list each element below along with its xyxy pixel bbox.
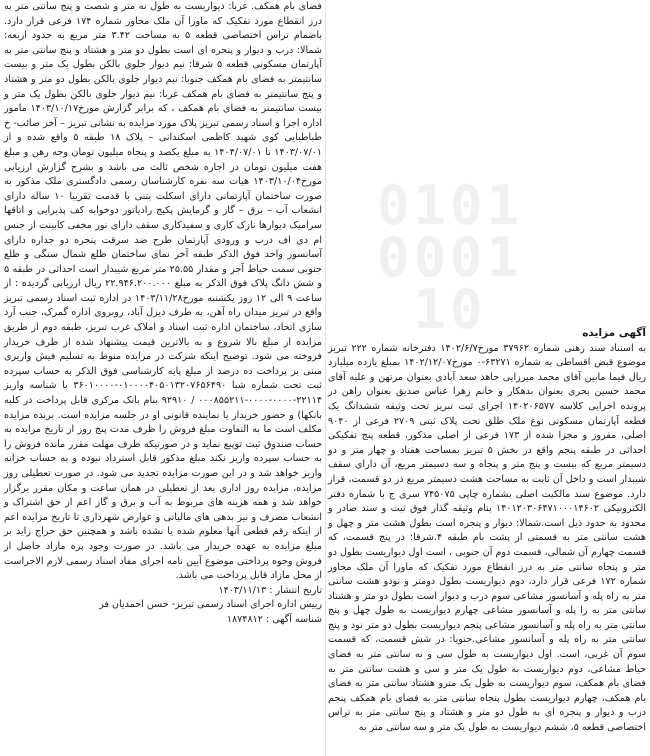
left-column <box>4 0 322 756</box>
watermark-line: 0001 <box>376 226 524 289</box>
ad-id: شناسه آگهی : ۱۸۷۴۸۱۲ <box>226 613 322 625</box>
notice-body-part-2: فضای بام همکف. غربا: دیواریست به طول نه متر و شصت و پنج سانتی متر به درز انقطاع مورد تفکیک که ماورا آن ملک مجاور شماره ۱۷۴ فرعی قرار دارد. باضمام تراس اختصاصی قطعه ۵ به مساحت ۳.۴۲ متر مربع به حدود اربعه: شمالا: درب و دیوار و پنجره ای است بطول دو متر و هشتاد و پنج سانتی متر به آپارتمان مسکونی قطعه ۵ شرقا: نیم دیوار جلوی بالکن بطول یک متر و بیست سانتیمتر به فضای بام همکف جنوبا: نیم دیوار جلوی بالکن بطول دو متر و هشتاد و پنج سانتیمتر به فضای بام همکف غربا: نیم دیوار جلوی بالکن بطول یک متر و بیست سانتیمتر به فضای بام همکف ، که برابر گزارش مورخ۱۴۰۳/۱۰/۱۷ مامور اداره اجرا و اسناد رسمی تبریز پلاک مورد مزایده به نشانی تبریز – آخر صائب- خ طباطبایی کوی شهید کاظمی اسکندانی – پلاک ۱۸ طبقه ۵ واقع شده و از ۱۴۰۳/۰۷/۰۱ تا ۱۴۰۴/۰۷/۰۱ به مبلغ یکصد و پنجاه میلیون تومان وجه رهن و مبلغ هفت میلیون تومان در اجاره شخص ثالث می باشد و بشرح گزارش ارزیابی مورخ۱۴۰۳/۱۰/۰۴ هیات سه نفره کارشناسان رسمی دادگستری ملک مذکور به صورت ساختمان آپارتمانی دارای اسکلت بتنی با قدمت تقریبا ۱۰ ساله دارای انشعاب آب – برق – گاز و گرمایش پکیج رادیاتور دوخوابه کف پذیرایی و اتاقها سرامیک دیوارها نازک کاری و سفیدکاری سقف دارای نور مخفی کابینت از جنس ام دی اف درب و ورودی آپارتمان طرح ضد سرقت پنجره دو جداره دارای آسانسور واحد فوق الذکر طبقه آخر نمای ساختمان ظلع شمال سنگی و ظلع جنوبی سمت حیاط آجر و مقدار ۲۵.۵۵ متر مربع شیبدار است احداثی در طبقه ۵ و شش دانگ پلاک فوق الذکر به مبلغ ۲۲.۹۴۶.۲۰۰.۰۰۰ ریال ارزیابی گردیده : از ساعت ۹ الی ۱۲ روز یکشنبه مورخ۱۴۰۳/۱۱/۲۸ در اداره ثبت اسناد رسمی تبریز واقع در تبریز میدان راه آهن، به طرف دیزل آباد، روبروی اداره گمرک، جنب آرد سازی اتحاد، ساختمان اداره ثبت اسناد و املاک غرب تبریز، طبقه دوم از طریق مزایده از مبلغ بالا شروع و به بالاترین قیمت پیشنهاد شده از طرف خریدار فروخته می شود. توضیح اینکه شرکت در مزایده منوط به تسلیم فیش واریزی مبنی بر پرداخت ده درصد از مبلغ پایه کارشناسی فوق الذکر به حساب سپرده ثبت تحت شماره شبا ۰۱۰۰۰۰۴۰۵۰۱۳۲۰۷۶۵۶۴۹۰-۳۶۰۱۰۰۰۰ با شناسه واریز ۲۲۱۱۴-۰۰۰۰-۰۰۰۰-۰۰۰۸۵۵۲۱۱ / ۹۲۹۱۰ بنام بانک مرکزی قابل پرداخت در کلیه بانکها) و حضور خریدار یا نماینده قانونی او در جلسه مزایده است. برنده مزایده مکلف است ما به التفاوت مبلغ فروش را ظرف مدت پنج روز از تاریخ مزایده به حساب صندوق ثبت توپیع نماید و در صورتیکه ظرف مهلت مقرر مانده فروش را به حساب سپرده واریز نکند مبلغ مذکور قابل استرداد نبوده و به حساب خزانه واریز خواهد شد و در این صورت مزایده تجدید می شود. در صورت تعطیلی روز مزایده، مزایده روز اداری بعد از تعطیلی در همان ساعت و مکان مقرر برگزار خواهد شد و همه هزینه های مربوط به آب و برق و گاز اعم از حق اشتراک و انشعاب مصرف و نیز بدهی های مالیاتی و عوارض شهرداری تا تاریخ مزایده اعم از اینکه رقم قطعی آنها معلوم شده یا نشده باشد و همچنین حق حراج زاید بر مبلغ مزایده به عهده خریدار می باشد. در صورت وجود پره مازاد حاصل از فروش وجوه پرداختی موضوع آیین نامه اجرای مفاد اسناد رسمی لازم الاجراست از محل مازاد قابل پرداخت می باشد. <box>4 1 323 582</box>
column-divider <box>325 0 326 756</box>
notice-title: آگهی مزایده <box>582 327 646 339</box>
watermark <box>300 174 600 341</box>
publish-date: تاریخ انتشار : ۱۴۰۳/۱۱/۱۳ <box>218 584 322 596</box>
watermark-line: 0101 <box>376 174 524 237</box>
notice-body-part-1: به استناد سند رهنی شماره ۳۷۹۶۲ مورخ۱۴۰۲/۶/۷ دفترخانه شماره ۲۲۲ تبریز موضوع قبض اقساطی به شماره ۶۳۲۷۱-۰ مورخ۱۴۰۲/۱۲/۰۷ بمبلغ یازده میلیارد ریال فیما مابین آقای محمد میرزایی جاهد سعد آبادی بعنوان مرتهن و علیه آقای محمد حسین بحری بعنوان بدهکار و خانم زهرا عباس صدیق بعنوان راهن در پرونده اجرایی کلاسه ۱۴۰۲۰۶۵۷۷ اجرای ثبت تبریز تحت وثیقه ششدانگ یک قطعه آپارتمان مسکونی نوع ملک طلق تحت پلاک ثبتی ۲۷۰۹ فرعی از ۹۰۴۰ اصلی، مفروز و مجزا شده از ۱۷۳ فرعی از اصلی مذکور، قطعه پنج تفکیکی احداثی در طبقه پنجم واقع در بخش ۵ تبریز بمساحت هفتاد و چهار متر و دو دسیمتر مربع که بیست و پنج متر و پنجاه و سه دسیمتر مربع، آن دارای سقف شیبدار است و داخل آن ثابت به مساحت هشت دسیمتر مربع در دو قسمت، قرار دارد. موضوع سند مالکیت اصلی بشماره چاپی ۷۴۵۰۷۵ سری ج با شماره دفتر الکترونیکی ۱۴۰۱۲۰۳۰۶۴۷۱۰۰۰۱۴۶۰۲ بنام وثیقه گذار فوق ثبت و سند صادر و محدود به حدود ذیل است.شمالا: دیوار و پنجره است بطول هشت متر و چهل و هشت سانتی متر به قسمتی از پشت بام طبقه ۴.شرقا: در پنج قسمت، که قسمت چهارم آن شمالی، قسمت دوم آن جنوبی ، است اول دیواریست بطول دو متر و پنجاه سانتی متر به درز انقطاع مورد تفکیک که ماورا آن ملک مجاور شماره ۱۷۲ فرعی قرار دارد، دوم دیواریست بطول دومتر و نودو هشت سانتی متر به راه پله و آسانسور مشاعی سوم درب و دیوار است بطول دو متر و هشتاد سانتی متر به را پله و آسانسور مشاعی چهارم دیواریست به طول چهل و پنج سانتی متر به راه پله و آسانسور مشاعی پنجم دیواریست بطول دو متر نود و پنج سانتی متر به راه پله و آسانسور مشاعی.جنوبا: در شش قسمت، که قسمت سوم آن غربی، است. اول دیواریست به طول سی و نه سانتی متر به فضای حیاط مشاعی، دوم دیواریست به طول یک متر و سی و هشت سانتی متر به فضای بام همکف، سوم دیواریست به طول یک مترو هشتاد سانتی متر به فضای بام همکف، چهارم دیواریست بطول پنجاه سانتی متر به فضای بام همکف پنجم درب و دیوار و پنجره ای به طول دو متر و هشتاد و پنج سانتی متر به تراس اختصاصی قطعه ۵، ششم دیواریست به طول یک متر و سه سانتی متر به <box>328 342 647 734</box>
signer: رییس اداره اجرای اسناد رسمی تبریز- حسن احمدیان فر <box>99 599 322 611</box>
right-column <box>328 326 646 756</box>
watermark-line: 10 <box>413 278 487 341</box>
